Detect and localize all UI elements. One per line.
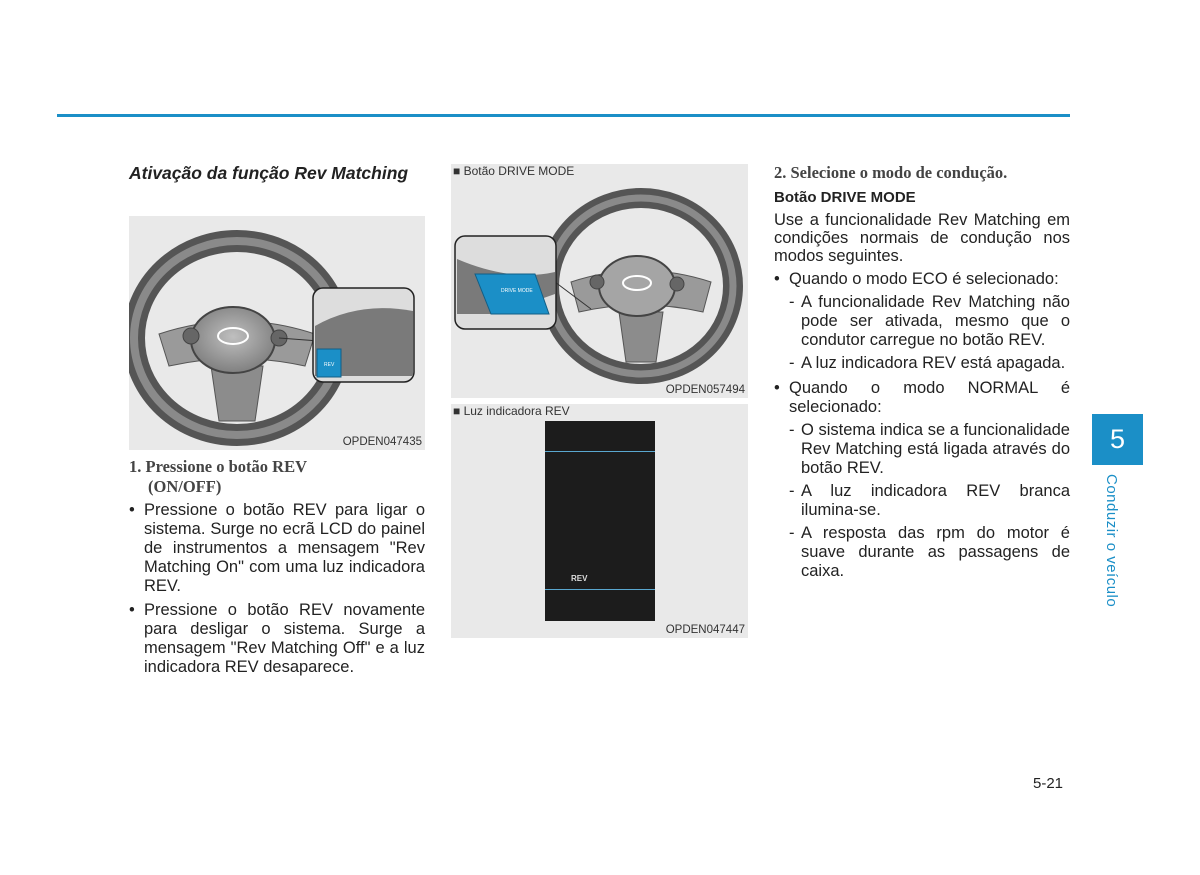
list-item: - A funcionalidade Rev Matching não pode ser ativada, mesmo que o condutor carregue no botão REV. xyxy=(789,293,1070,350)
figure-rev-indicator xyxy=(451,404,748,638)
figure-caption: ■ Botão DRIVE MODE xyxy=(453,164,575,178)
drive-mode-callout-text: DRIVE MODE xyxy=(501,288,533,294)
cluster-display xyxy=(545,421,655,621)
figure-caption: ■ Luz indicadora REV xyxy=(453,404,570,418)
figure-drive-mode-button xyxy=(451,164,748,398)
step1-heading-line2: (ON/OFF) xyxy=(148,477,222,496)
steering-wheel-illustration xyxy=(451,164,748,398)
list-item xyxy=(774,270,1070,373)
figure-code: OPDEN057494 xyxy=(665,384,745,396)
step2-intro: Use a funcionalidade Rev Matching em condições normais de condução nos modos seguintes. xyxy=(774,211,1070,265)
list-item: - A luz indicadora REV branca ilumina-se. xyxy=(789,482,1070,520)
step1-bullets xyxy=(129,501,425,682)
page-number: 5-21 xyxy=(1033,775,1064,792)
step2-subheading: Botão DRIVE MODE xyxy=(774,189,916,206)
figure-steering-rev-button xyxy=(129,216,425,450)
step1-heading-line1: 1. Pressione o botão REV xyxy=(129,457,307,476)
chapter-title-vertical xyxy=(1103,474,1130,614)
figure-code: OPDEN047435 xyxy=(342,436,422,448)
list-item: • Pressione o botão REV para ligar o sistema. Surge no ecrã LCD do painel de instrumentos a mensagem "Rev Matching On" com uma luz indicadora REV. xyxy=(129,501,425,596)
step2-modes xyxy=(774,270,1070,587)
chapter-number-tab: 5 xyxy=(1092,414,1143,465)
rev-indicator-light: REV xyxy=(571,574,588,583)
display-divider xyxy=(545,589,655,590)
step1-heading xyxy=(129,457,425,497)
list-item: - O sistema indica se a funcionalidade Rev Matching está ligada através do botão REV. xyxy=(789,421,1070,478)
chapter-title: Conduzir o veículo xyxy=(1103,474,1120,608)
section-title: Ativação da função Rev Matching xyxy=(129,163,409,183)
list-item: • Pressione o botão REV novamente para desligar o sistema. Surge a mensagem "Rev Matching Off" e a luz indicadora REV desaparece. xyxy=(129,601,425,677)
mode-details xyxy=(789,421,1070,581)
mode-label: Quando o modo NORMAL é selecionado: xyxy=(789,379,1070,416)
list-item xyxy=(774,379,1070,581)
list-item: - A luz indicadora REV está apagada. xyxy=(789,354,1070,373)
svg-text:REV: REV xyxy=(324,362,335,368)
mode-details xyxy=(789,293,1070,373)
list-item: - A resposta das rpm do motor é suave durante as passagens de caixa. xyxy=(789,524,1070,581)
steering-wheel-illustration xyxy=(129,216,425,450)
step2-heading: 2. Selecione o modo de condução. xyxy=(774,163,1008,182)
header-rule xyxy=(57,114,1070,117)
display-divider xyxy=(545,451,655,452)
figure-code: OPDEN047447 xyxy=(665,624,745,636)
mode-label: Quando o modo ECO é selecionado: xyxy=(789,270,1059,288)
